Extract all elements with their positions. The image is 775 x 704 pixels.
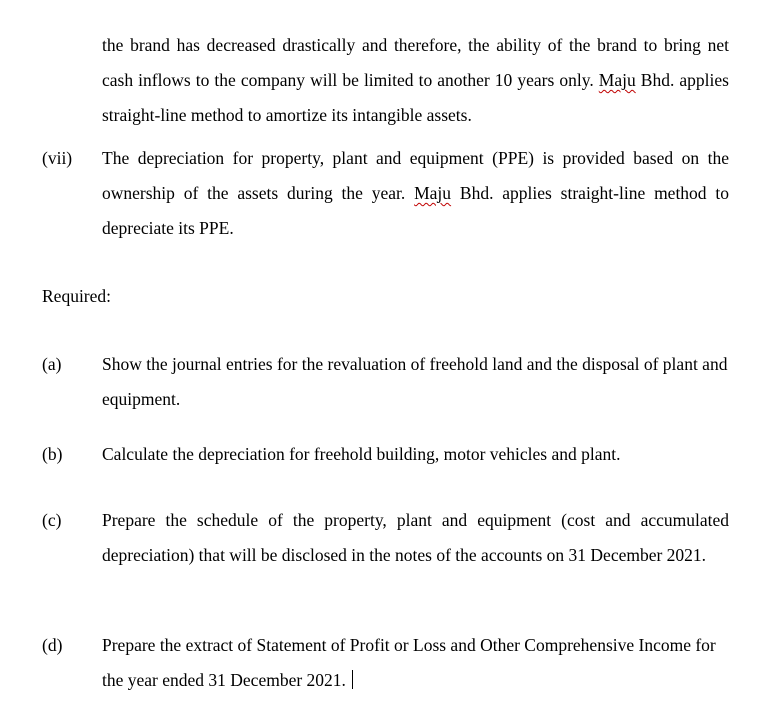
item-vii-text-2: Bhd. applies straight-line method to depreciate its PPE. bbox=[102, 183, 730, 238]
required-item-a-label: (a) bbox=[42, 354, 62, 374]
company-name-misspelled: Maju bbox=[598, 70, 636, 90]
company-name-misspelled: Maju bbox=[414, 183, 452, 203]
required-item-b-text: Calculate the depreciation for freehold building, motor vehicles and plant. bbox=[102, 444, 621, 464]
required-item-c-label: (c) bbox=[42, 510, 62, 530]
required-item-c-text: Prepare the schedule of the property, plant and equipment (cost and accumulated depreciation) that will be disclosed in the notes of the accounts on 31 December 2021. bbox=[102, 510, 729, 565]
item-vii-label: (vii) bbox=[42, 148, 73, 168]
required-item-a-text: Show the journal entries for the revaluation of freehold land and the disposal of plant and equipment. bbox=[102, 354, 728, 409]
required-item-d-paragraph bbox=[102, 628, 729, 698]
required-item-d-label: (d) bbox=[42, 635, 63, 655]
item-vi-text-1: the brand has decreased drastically and therefore, the ability of the brand to bring net cash inflows to the company will be limited to another 10 years only. bbox=[102, 35, 729, 90]
item-vii-paragraph bbox=[102, 141, 729, 246]
text-cursor bbox=[352, 670, 353, 689]
item-vi-paragraph bbox=[102, 28, 729, 133]
item-vii-text-1: The depreciation for property, plant and equipment (PPE) is provided based on the ownership of the assets during the year. bbox=[102, 148, 729, 203]
required-item-d-text: Prepare the extract of Statement of Profit or Loss and Other Comprehensive Income for the year ended 31 December 2021. bbox=[102, 635, 716, 690]
item-vi-text-2: Bhd. applies straight-line method to amortize its intangible assets. bbox=[102, 70, 729, 125]
required-heading: Required: bbox=[42, 286, 112, 306]
required-item-b-label: (b) bbox=[42, 444, 63, 464]
